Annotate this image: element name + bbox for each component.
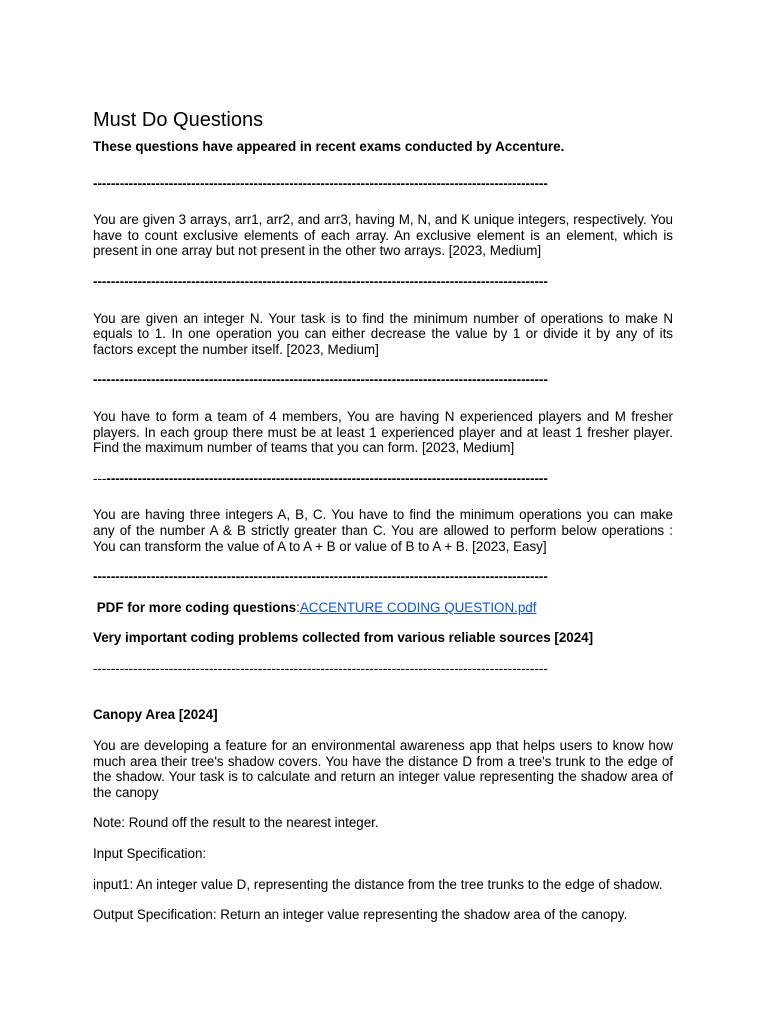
input-spec-label: Input Specification: — [93, 846, 207, 862]
problem-description: You are developing a feature for an environmental awareness app that helps users to know how much area their tree's shadow covers. You have the distance D from a tree's trunk to the edge of the shadow. Your task is to calculate and return an integer value representing the shadow area of the canopy — [93, 738, 673, 800]
problem-heading: Canopy Area [2024] — [93, 707, 218, 723]
problem-note: Note: Round off the result to the nearest integer. — [93, 815, 379, 831]
important-heading: Very important coding problems collected from various reliable sources [2024] — [93, 630, 594, 646]
question-4: You are having three integers A, B, C. You have to find the minimum operations you can make any of the number A & B strictly greater than C. You are allowed to perform below operations : You can transform the value of A to A + B or value of B to A + B. [2023, Easy] — [93, 507, 673, 554]
separator: ------------------------------------------------------------------------------------------------------ — [93, 175, 548, 191]
separator-rest: --------------------------------------------------------------------------------------------------- — [106, 470, 548, 486]
input1-spec: input1: An integer value D, representing the distance from the tree trunks to the edge of shadow. — [93, 876, 663, 892]
document-page — [93, 108, 673, 923]
question-3: You have to form a team of 4 members, You are having N experienced players and M fresher players. In each group there must be at least 1 experienced player and at least 1 fresher player. Find the maximum number of teams that you can form. [2023, Medium] — [93, 408, 673, 456]
separator: ------------------------------------------------------------------------------------------------------ — [93, 372, 548, 388]
separator-light-prefix: --- — [93, 470, 107, 486]
question-1: You are given 3 arrays, arr1, arr2, and arr3, having M, N, and K unique integers, respectively. You have to count exclusive elements of each array. An exclusive element is an element, which is present in one array but not present in the other two arrays. [2023, Medium] — [93, 212, 673, 259]
pdf-link[interactable]: ACCENTURE CODING QUESTION.pdf — [299, 599, 537, 615]
pdf-label: PDF for more coding questions — [96, 599, 297, 615]
intro-text: These questions have appeared in recent exams conducted by Accenture. — [93, 139, 565, 154]
pdf-colon: : — [296, 599, 300, 615]
separator-mixed — [93, 471, 575, 487]
question-2: You are given an integer N. Your task is to find the minimum number of operations to make N equals to 1. In one operation you can either decrease the value by 1 or divide it by any of its factors except the number itself. [2023, Medium] — [93, 310, 673, 357]
separator: ------------------------------------------------------------------------------------------------------ — [93, 273, 548, 289]
output-spec: Output Specification: Return an integer value representing the shadow area of the canopy. — [93, 907, 628, 923]
page-title: Must Do Questions — [93, 109, 264, 131]
separator: ------------------------------------------------------------------------------------------------------ — [93, 569, 548, 585]
separator-light: ------------------------------------------------------------------------------------------------------ — [93, 660, 548, 676]
pdf-line — [93, 600, 673, 616]
